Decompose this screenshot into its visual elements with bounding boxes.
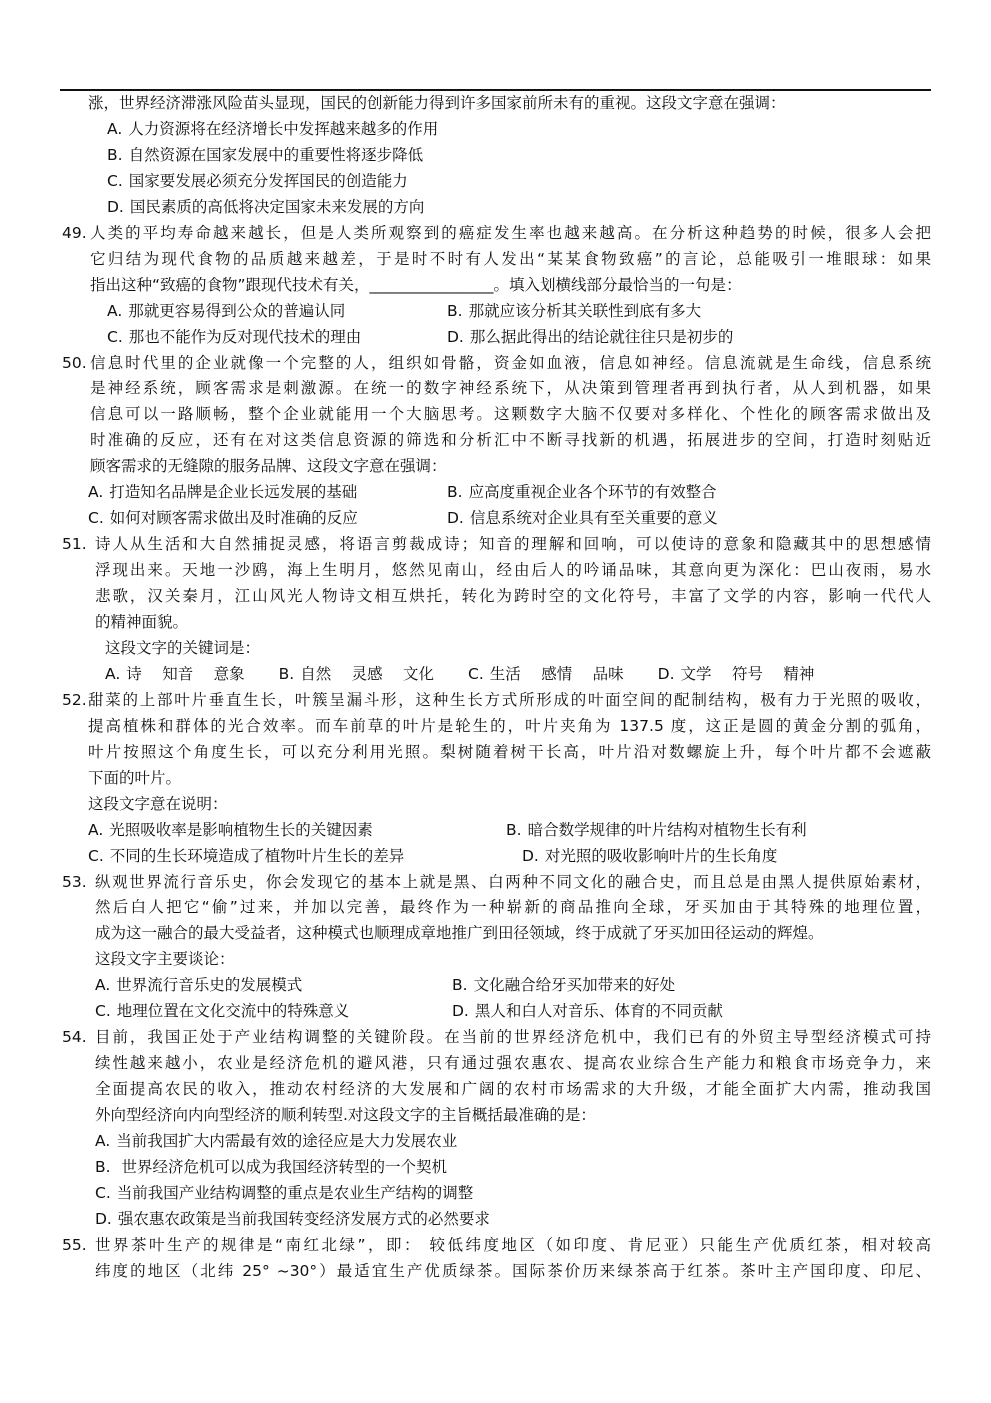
option-text: 强农惠农政策是当前我国转变经济发展方式的必然要求: [117, 1209, 490, 1228]
question-stem-line: 信息时代里的企业就像一个完整的人，组织如骨骼，资金如血液，信息如神经。信息流就是生命线，信息系统: [90, 353, 931, 372]
answer-option[interactable]: [107, 194, 424, 220]
answer-option[interactable]: [95, 972, 302, 998]
question-prompt: 这段文字主要谈论：: [95, 950, 235, 969]
question-stem-line: 它归结为现代食物的品质越来越差，于是时不时有人发出“某某食物致癌”的言论，总能吸引一堆眼球：如果: [90, 249, 931, 268]
option-text: 文学 符号 精神: [680, 664, 815, 683]
question-stem-line: 纬度的地区（北纬 25° ~30°）最适宜生产优质绿茶。国际茶价历来绿茶高于红茶。茶叶主产国印度、印尼、: [95, 1261, 931, 1280]
question-number: 55.: [62, 1235, 87, 1254]
option-label: B.: [447, 483, 463, 502]
question-number: 54.: [62, 1028, 87, 1047]
option-label: D.: [522, 846, 539, 865]
option-text: 那么据此得出的结论就往往只是初步的: [469, 327, 734, 346]
answer-option[interactable]: [107, 298, 345, 324]
question-stem-line: 时准确的反应，还有在对这类信息资源的筛选和分析汇中不断寻找新的机遇，拓展进步的空间，打造时刻贴近: [90, 431, 931, 450]
option-text: 文化融合给牙买加带来的好处: [473, 976, 676, 995]
option-label: C.: [107, 327, 123, 346]
question-stem-line: 然后白人把它“偷”过来，并加以完善，最终作为一种崭新的商品推向全球，牙买加由于其特殊的地理位置，: [95, 898, 931, 917]
option-text: 自然资源在国家发展中的重要性将逐步降低: [128, 145, 424, 164]
option-label: B.: [506, 820, 522, 839]
option-text: 对光照的吸收影响叶片的生长角度: [544, 846, 778, 865]
answer-option[interactable]: [452, 972, 675, 998]
option-text: 当前我国产业结构调整的重点是农业生产结构的调整: [116, 1183, 474, 1202]
answer-option[interactable]: [95, 1154, 447, 1180]
answer-option[interactable]: [95, 1128, 457, 1154]
question-stem-line: 顾客需求的无缝隙的服务品牌、这段文字意在强调：: [90, 457, 447, 476]
question-stem-line: 的精神面貌。: [95, 613, 189, 631]
answer-option[interactable]: [452, 998, 723, 1024]
answer-option[interactable]: [88, 817, 373, 843]
answer-option[interactable]: [107, 142, 423, 168]
answer-option[interactable]: [95, 1180, 473, 1206]
option-label: A.: [95, 976, 111, 995]
option-text: 生活 感情 品味: [489, 664, 624, 683]
question-stem-line: 成为这一融合的最大受益者，这种模式也顺理成章地推广到田径领域，终于成就了牙买加田径运动的辉煌。: [95, 924, 824, 943]
answer-option[interactable]: [107, 116, 438, 142]
option-label: C.: [95, 1183, 111, 1202]
option-text: 应高度重视企业各个环节的有效整合: [468, 483, 717, 502]
option-label: A.: [105, 664, 121, 683]
question-prompt: 这段文字的关键词是：: [105, 638, 261, 657]
question-prompt: 这段文字意在说明：: [88, 794, 228, 813]
option-label: C.: [88, 509, 104, 528]
option-label: C.: [95, 1002, 111, 1021]
answer-option[interactable]: [88, 843, 404, 869]
question-stem-line: 叶片按照这个角度生长，可以充分利用光照。梨树随着树干长高，叶片沿对数螺旋上升，每个叶片都不会遮蔽: [88, 742, 931, 761]
option-label: D.: [657, 664, 675, 683]
option-label: D.: [447, 327, 464, 346]
answer-option[interactable]: [88, 479, 357, 505]
option-label: C.: [107, 171, 123, 190]
question-number: 52.: [62, 690, 87, 709]
answer-option[interactable]: [522, 843, 777, 869]
option-text: 世界经济危机可以成为我国经济转型的一个契机: [116, 1157, 447, 1176]
answer-option[interactable]: [447, 298, 701, 324]
option-label: D.: [447, 509, 464, 528]
question-stem-line: 涨，世界经济滞涨风险苗头显现，国民的创新能力得到许多国家前所未有的重视。这段文字意在强调：: [88, 94, 786, 112]
option-label: D.: [452, 1002, 469, 1021]
option-label: B.: [95, 1157, 111, 1176]
option-label: C.: [88, 846, 104, 865]
answer-option[interactable]: [105, 665, 245, 683]
question-number: 50.: [62, 353, 87, 372]
question-stem-line: 下面的叶片。: [88, 768, 182, 787]
option-text: 不同的生长环境造成了植物叶片生长的差异: [109, 846, 405, 865]
question-stem-line: 全面提高农民的收入，推动农村经济的大发展和广阔的农村市场需求的大升级，才能全面扩大内需，推动我国: [95, 1080, 931, 1099]
answer-option[interactable]: [468, 665, 624, 683]
option-label: A.: [107, 301, 123, 320]
option-text: 那也不能作为反对现代技术的理由: [128, 327, 362, 346]
question-stem-line: 信息可以一路顺畅，整个企业就能用一个大脑思考。这颗数字大脑不仅要对多样化、个性化的顾客需求做出及: [90, 405, 931, 424]
answer-option[interactable]: [107, 324, 361, 350]
option-text: 信息系统对企业具有至关重要的意义: [469, 509, 718, 528]
question-stem-line: 目前，我国正处于产业结构调整的关键阶段。在当前的世界经济危机中，我们已有的外贸主导型经济模式可持: [95, 1028, 931, 1047]
option-label: D.: [95, 1209, 112, 1228]
question-stem-line: 世界茶叶生产的规律是“南红北绿”，即： 较低纬度地区（如印度、肯尼亚）只能生产优质红茶，相对较高: [95, 1235, 931, 1254]
answer-options-row: [105, 661, 848, 687]
answer-option[interactable]: [107, 168, 408, 194]
option-text: 地理位置在文化交流中的特殊意义: [116, 1002, 350, 1021]
option-text: 光照吸收率是影响植物生长的关键因素: [109, 820, 373, 839]
option-text: 那就更容易得到公众的普遍认同: [128, 301, 346, 320]
option-label: B.: [447, 301, 463, 320]
option-label: B.: [278, 664, 295, 683]
answer-option[interactable]: [658, 665, 815, 683]
option-label: B.: [452, 976, 468, 995]
answer-option[interactable]: [88, 505, 358, 531]
option-text: 黑人和白人对音乐、体育的不同贡献: [474, 1002, 723, 1021]
option-text: 自然 灵感 文化: [300, 664, 435, 683]
question-stem-line: 提高植株和群体的光合效率。而车前草的叶片是轮生的，叶片夹角为 137.5 度，这正是圆的黄金分割的弧角，: [88, 716, 931, 735]
option-label: A.: [88, 483, 104, 502]
question-stem-line: 悲歌，汉关秦月，江山风光人物诗文相互烘托，转化为跨时空的文化符号，丰富了文学的内容，影响一代代人: [95, 587, 931, 606]
question-stem-line: 外向型经济向内向型经济的顺利转型.对这段文字的主旨概括最准确的是：: [95, 1106, 596, 1125]
question-number: 49.: [62, 223, 87, 242]
answer-option[interactable]: [447, 324, 733, 350]
option-label: C.: [468, 664, 484, 683]
option-label: D.: [107, 197, 124, 216]
option-text: 人力资源将在经济增长中发挥越来越多的作用: [128, 119, 439, 138]
option-label: B.: [107, 145, 123, 164]
answer-option[interactable]: [95, 998, 349, 1024]
option-label: A.: [88, 820, 104, 839]
question-stem-line: 人类的平均寿命越来越长，但是人类所观察到的癌症发生率也越来越高。在分析这种趋势的时候，很多人会把: [90, 223, 931, 242]
answer-option[interactable]: [447, 505, 718, 531]
question-stem-line: 诗人从生活和大自然捕捉灵感，将语言剪裁成诗；知音的理解和回响，可以使诗的意象和隐藏其中的思想感情: [95, 535, 931, 554]
question-stem-line: 指出这种“致癌的食物”跟现代技术有关，________________。填入划横线部分最恰当的一句是：: [90, 275, 742, 294]
option-text: 国家要发展必须充分发挥国民的创造能力: [128, 171, 408, 190]
option-text: 国民素质的高低将决定国家未来发展的方向: [129, 197, 425, 216]
question-stem-line: 浮现出来。天地一沙鸥，海上生明月，悠然见南山，经由后人的吟诵品味，其意向更为深化：巴山夜雨，易水: [95, 561, 931, 580]
option-text: 诗 知音 意象: [126, 664, 245, 683]
option-text: 如何对顾客需求做出及时准确的反应: [109, 509, 358, 528]
option-text: 世界流行音乐史的发展模式: [116, 976, 303, 995]
question-number: 51.: [62, 535, 87, 554]
answer-option[interactable]: [447, 479, 717, 505]
question-stem-line: 纵观世界流行音乐史，你会发现它的基本上就是黑、白两种不同文化的融合史，而且总是由黑人提供原始素材，: [95, 872, 931, 891]
option-text: 打造知名品牌是企业长远发展的基础: [109, 483, 358, 502]
question-stem-line: 甜菜的上部叶片垂直生长，叶簇呈漏斗形，这种生长方式所形成的叶面空间的配制结构，极有力于光照的吸收，: [88, 690, 931, 709]
option-text: 暗合数学规律的叶片结构对植物生长有利: [527, 820, 807, 839]
answer-option[interactable]: [279, 665, 434, 683]
question-number: 53.: [62, 872, 87, 891]
question-stem-line: 续性越来越小，农业是经济危机的避风港，只有通过强农惠农、提高农业综合生产能力和粮食市场竞争力，来: [95, 1054, 931, 1073]
option-label: A.: [107, 119, 123, 138]
option-text: 当前我国扩大内需最有效的途径应是大力发展农业: [116, 1132, 458, 1150]
question-stem-line: 是神经系统，顾客需求是刺激源。在统一的数字神经系统下，从决策到管理者再到执行者，从人到机器，如果: [90, 379, 931, 398]
answer-option[interactable]: [95, 1206, 490, 1232]
option-text: 那就应该分析其关联性到底有多大: [468, 301, 702, 320]
answer-option[interactable]: [506, 817, 807, 843]
option-label: A.: [95, 1132, 111, 1150]
